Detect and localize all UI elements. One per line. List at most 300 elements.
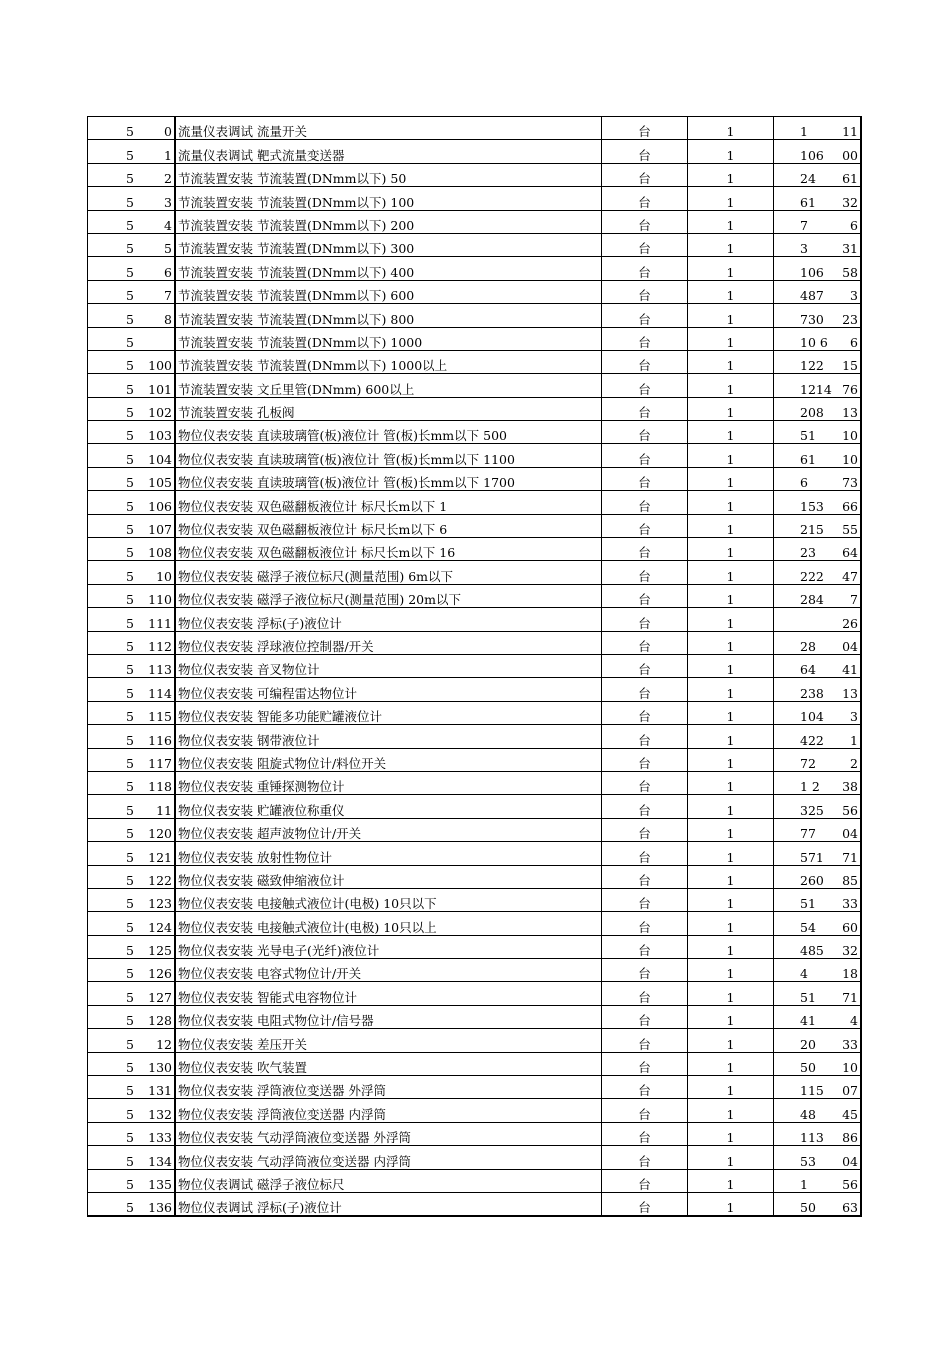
unit-cell: 台 <box>602 1076 688 1099</box>
price-integer: 53 <box>800 1153 816 1169</box>
item-code-prefix: 5 <box>126 311 134 327</box>
price-fraction: 10 <box>842 451 858 467</box>
item-code-cell <box>88 584 176 607</box>
unit-cell: 台 <box>602 140 688 163</box>
item-name-cell: 节流装置安装 节流装置(DNmm以下) 600 <box>175 280 602 303</box>
item-code-prefix: 5 <box>126 919 134 935</box>
price-fraction: 76 <box>842 381 858 397</box>
item-code-cell <box>88 421 176 444</box>
item-code-number: 6 <box>164 264 172 280</box>
item-code-prefix: 5 <box>126 217 134 233</box>
price-integer: 113 <box>800 1130 824 1146</box>
price-integer: 41 <box>800 1013 816 1029</box>
item-code-cell <box>88 888 176 911</box>
unit-cell: 台 <box>602 304 688 327</box>
quantity-cell: 1 <box>688 935 774 958</box>
unit-cell: 台 <box>602 491 688 514</box>
unit-cell: 台 <box>602 982 688 1005</box>
price-cell <box>774 584 862 607</box>
price-fraction: 41 <box>842 662 858 678</box>
item-name-cell: 物位仪表安装 贮罐液位称重仪 <box>175 795 602 818</box>
item-code-cell <box>88 467 176 490</box>
item-code-prefix: 5 <box>126 568 134 584</box>
item-name-cell: 物位仪表安装 电接触式液位计(电极) 10只以下 <box>175 888 602 911</box>
price-cell <box>774 654 862 677</box>
quantity-cell: 1 <box>688 491 774 514</box>
item-code-cell <box>88 210 176 233</box>
quantity-cell: 1 <box>688 210 774 233</box>
price-integer: 24 <box>800 171 816 187</box>
quantity-cell: 1 <box>688 771 774 794</box>
quantity-cell: 1 <box>688 865 774 888</box>
quantity-cell: 1 <box>688 912 774 935</box>
table-row <box>88 888 862 911</box>
price-cell <box>774 1169 862 1192</box>
price-fraction: 2 <box>850 755 858 771</box>
item-name-cell: 物位仪表安装 浮筒液位变送器 外浮筒 <box>175 1076 602 1099</box>
price-cell <box>774 397 862 420</box>
price-fraction: 11 <box>842 124 858 140</box>
quantity-cell: 1 <box>688 117 774 140</box>
item-code-prefix: 5 <box>126 732 134 748</box>
price-integer: 106 <box>800 264 824 280</box>
table-row <box>88 1146 862 1169</box>
unit-cell: 台 <box>602 1005 688 1028</box>
item-code-cell <box>88 538 176 561</box>
price-cell <box>774 1146 862 1169</box>
item-code-cell <box>88 163 176 186</box>
unit-cell: 台 <box>602 374 688 397</box>
item-code-prefix: 5 <box>126 662 134 678</box>
quantity-cell: 1 <box>688 257 774 280</box>
price-cell <box>774 187 862 210</box>
price-integer: 28 <box>800 638 816 654</box>
item-code-number: 135 <box>148 1176 172 1192</box>
table-row <box>88 1076 862 1099</box>
item-name-cell: 物位仪表安装 光导电子(光纤)液位计 <box>175 935 602 958</box>
item-name-cell: 物位仪表安装 电阻式物位计/信号器 <box>175 1005 602 1028</box>
item-code-cell <box>88 959 176 982</box>
price-integer: 50 <box>800 1200 816 1216</box>
item-code-number: 136 <box>148 1200 172 1216</box>
price-fraction: 32 <box>842 194 858 210</box>
item-code-number: 113 <box>148 662 172 678</box>
table-row <box>88 514 862 537</box>
item-code-number: 105 <box>148 475 172 491</box>
item-code-cell <box>88 842 176 865</box>
price-integer: 54 <box>800 919 816 935</box>
table-row <box>88 210 862 233</box>
price-fraction: 71 <box>842 989 858 1005</box>
price-integer: 215 <box>800 522 824 538</box>
price-cell <box>774 538 862 561</box>
price-integer: 64 <box>800 662 816 678</box>
quantity-cell: 1 <box>688 304 774 327</box>
item-code-number: 114 <box>148 685 172 701</box>
price-cell <box>774 888 862 911</box>
item-code-cell <box>88 280 176 303</box>
item-code-cell <box>88 233 176 256</box>
item-name-cell: 节流装置安装 节流装置(DNmm以下) 1000 <box>175 327 602 350</box>
item-name-cell: 物位仪表安装 双色磁翻板液位计 标尺长m以下 1 <box>175 491 602 514</box>
item-code-cell <box>88 771 176 794</box>
unit-cell: 台 <box>602 771 688 794</box>
item-name-cell: 物位仪表安装 电接触式液位计(电极) 10只以上 <box>175 912 602 935</box>
item-code-prefix: 5 <box>126 592 134 608</box>
price-integer: 1 <box>800 124 808 140</box>
price-cell <box>774 1122 862 1145</box>
item-code-prefix: 5 <box>126 194 134 210</box>
table-row <box>88 374 862 397</box>
price-integer: 3 <box>800 241 808 257</box>
item-code-prefix: 5 <box>126 545 134 561</box>
price-cell <box>774 233 862 256</box>
item-name-cell: 物位仪表安装 智能多功能贮罐液位计 <box>175 701 602 724</box>
item-code-prefix: 5 <box>126 896 134 912</box>
item-code-prefix: 5 <box>126 475 134 491</box>
price-integer: 208 <box>800 405 824 421</box>
item-code-prefix: 5 <box>126 802 134 818</box>
price-integer: 1 <box>800 1176 808 1192</box>
item-name-cell: 节流装置安装 节流装置(DNmm以下) 800 <box>175 304 602 327</box>
quantity-cell: 1 <box>688 233 774 256</box>
item-name-cell: 物位仪表安装 差压开关 <box>175 1029 602 1052</box>
item-code-cell <box>88 561 176 584</box>
price-integer: 122 <box>800 358 824 374</box>
item-code-prefix: 5 <box>126 264 134 280</box>
unit-cell: 台 <box>602 654 688 677</box>
price-integer: 153 <box>800 498 824 514</box>
price-cell <box>774 771 862 794</box>
item-code-number: 126 <box>148 966 172 982</box>
price-integer: 260 <box>800 872 824 888</box>
item-code-prefix: 5 <box>126 241 134 257</box>
unit-cell: 台 <box>602 795 688 818</box>
item-name-cell: 物位仪表安装 磁浮子液位标尺(测量范围) 20m以下 <box>175 584 602 607</box>
table-row <box>88 444 862 467</box>
quantity-cell: 1 <box>688 959 774 982</box>
item-code-number: 7 <box>164 288 172 304</box>
unit-cell: 台 <box>602 467 688 490</box>
item-code-number: 8 <box>164 311 172 327</box>
quantity-cell: 1 <box>688 748 774 771</box>
price-cell <box>774 818 862 841</box>
item-code-number: 131 <box>148 1083 172 1099</box>
quantity-cell: 1 <box>688 467 774 490</box>
item-code-prefix: 5 <box>126 498 134 514</box>
price-fraction: 32 <box>842 943 858 959</box>
price-fraction: 63 <box>842 1200 858 1216</box>
item-code-number: 123 <box>148 896 172 912</box>
quantity-cell: 1 <box>688 842 774 865</box>
quantity-cell: 1 <box>688 982 774 1005</box>
table-row <box>88 771 862 794</box>
item-code-cell <box>88 1005 176 1028</box>
price-integer: 61 <box>800 194 816 210</box>
table-row <box>88 1122 862 1145</box>
item-name-cell: 物位仪表安装 吹气装置 <box>175 1052 602 1075</box>
price-fraction: 26 <box>842 615 858 631</box>
item-code-number: 11 <box>156 802 172 818</box>
price-cell <box>774 140 862 163</box>
price-integer: 51 <box>800 896 816 912</box>
item-code-prefix: 5 <box>126 966 134 982</box>
item-code-prefix: 5 <box>126 638 134 654</box>
price-cell <box>774 257 862 280</box>
price-fraction: 45 <box>842 1106 858 1122</box>
price-table <box>87 116 862 1217</box>
unit-cell: 台 <box>602 327 688 350</box>
item-code-prefix: 5 <box>126 685 134 701</box>
table-row <box>88 467 862 490</box>
quantity-cell: 1 <box>688 1192 774 1216</box>
unit-cell: 台 <box>602 818 688 841</box>
price-table-body <box>88 117 862 1217</box>
quantity-cell: 1 <box>688 1169 774 1192</box>
item-code-number: 132 <box>148 1106 172 1122</box>
table-row <box>88 678 862 701</box>
unit-cell: 台 <box>602 163 688 186</box>
unit-cell: 台 <box>602 1146 688 1169</box>
price-cell <box>774 280 862 303</box>
item-code-number: 107 <box>148 522 172 538</box>
item-code-prefix: 5 <box>126 1106 134 1122</box>
table-row <box>88 491 862 514</box>
item-code-cell <box>88 444 176 467</box>
item-name-cell: 物位仪表安装 超声波物位计/开关 <box>175 818 602 841</box>
item-name-cell: 物位仪表调试 浮标(子)液位计 <box>175 1192 602 1216</box>
price-integer: 422 <box>800 732 824 748</box>
item-name-cell: 物位仪表安装 钢带液位计 <box>175 725 602 748</box>
unit-cell: 台 <box>602 421 688 444</box>
item-code-cell <box>88 1029 176 1052</box>
price-fraction: 38 <box>842 779 858 795</box>
item-code-cell <box>88 140 176 163</box>
table-row <box>88 304 862 327</box>
table-row <box>88 1029 862 1052</box>
price-fraction: 33 <box>842 896 858 912</box>
item-code-prefix: 5 <box>126 334 134 350</box>
unit-cell: 台 <box>602 748 688 771</box>
table-row <box>88 327 862 350</box>
table-row <box>88 608 862 631</box>
item-code-prefix: 5 <box>126 615 134 631</box>
price-integer: 222 <box>800 568 824 584</box>
price-cell <box>774 935 862 958</box>
item-code-prefix: 5 <box>126 1060 134 1076</box>
price-fraction: 3 <box>850 709 858 725</box>
price-fraction: 33 <box>842 1036 858 1052</box>
unit-cell: 台 <box>602 678 688 701</box>
price-cell <box>774 701 862 724</box>
item-code-prefix: 5 <box>126 872 134 888</box>
price-integer: 104 <box>800 709 824 725</box>
item-code-cell <box>88 818 176 841</box>
unit-cell: 台 <box>602 865 688 888</box>
table-row <box>88 117 862 140</box>
table-row <box>88 865 862 888</box>
item-name-cell: 物位仪表安装 双色磁翻板液位计 标尺长m以下 16 <box>175 538 602 561</box>
item-code-cell <box>88 1099 176 1122</box>
item-code-prefix: 5 <box>126 1176 134 1192</box>
quantity-cell: 1 <box>688 1029 774 1052</box>
price-cell <box>774 631 862 654</box>
price-integer: 571 <box>800 849 824 865</box>
item-code-number: 3 <box>164 194 172 210</box>
price-integer: 72 <box>800 755 816 771</box>
item-code-number: 2 <box>164 171 172 187</box>
price-cell <box>774 210 862 233</box>
item-code-number: 10 <box>156 568 172 584</box>
item-name-cell: 节流装置安装 节流装置(DNmm以下) 400 <box>175 257 602 280</box>
item-code-number: 128 <box>148 1013 172 1029</box>
table-row <box>88 795 862 818</box>
quantity-cell: 1 <box>688 421 774 444</box>
price-cell <box>774 374 862 397</box>
item-code-cell <box>88 397 176 420</box>
quantity-cell: 1 <box>688 561 774 584</box>
table-row <box>88 631 862 654</box>
price-cell <box>774 421 862 444</box>
item-code-prefix: 5 <box>126 428 134 444</box>
quantity-cell: 1 <box>688 1052 774 1075</box>
item-code-number: 108 <box>148 545 172 561</box>
item-code-prefix: 5 <box>126 1036 134 1052</box>
price-cell <box>774 865 862 888</box>
unit-cell: 台 <box>602 561 688 584</box>
item-code-prefix: 5 <box>126 381 134 397</box>
item-code-cell <box>88 514 176 537</box>
quantity-cell: 1 <box>688 1005 774 1028</box>
price-fraction: 47 <box>842 568 858 584</box>
item-code-prefix: 5 <box>126 849 134 865</box>
item-code-cell <box>88 935 176 958</box>
unit-cell: 台 <box>602 935 688 958</box>
price-cell <box>774 1029 862 1052</box>
price-integer: 730 <box>800 311 824 327</box>
unit-cell: 台 <box>602 257 688 280</box>
unit-cell: 台 <box>602 350 688 373</box>
item-code-prefix: 5 <box>126 709 134 725</box>
unit-cell: 台 <box>602 701 688 724</box>
unit-cell: 台 <box>602 538 688 561</box>
price-fraction: 56 <box>842 802 858 818</box>
item-code-number: 127 <box>148 989 172 1005</box>
item-code-number: 118 <box>148 779 172 795</box>
table-row <box>88 584 862 607</box>
unit-cell: 台 <box>602 444 688 467</box>
item-name-cell: 节流装置安装 孔板阀 <box>175 397 602 420</box>
price-integer: 485 <box>800 943 824 959</box>
item-name-cell: 节流装置安装 节流装置(DNmm以下) 50 <box>175 163 602 186</box>
item-code-number: 12 <box>156 1036 172 1052</box>
price-fraction: 6 <box>850 334 858 350</box>
unit-cell: 台 <box>602 725 688 748</box>
item-name-cell: 物位仪表安装 放射性物位计 <box>175 842 602 865</box>
price-cell <box>774 842 862 865</box>
item-code-cell <box>88 912 176 935</box>
item-name-cell: 物位仪表安装 气动浮筒液位变送器 内浮筒 <box>175 1146 602 1169</box>
price-fraction: 04 <box>842 826 858 842</box>
price-cell <box>774 491 862 514</box>
price-fraction: 31 <box>842 241 858 257</box>
price-fraction: 4 <box>850 1013 858 1029</box>
item-code-cell <box>88 304 176 327</box>
item-name-cell: 物位仪表安装 浮标(子)液位计 <box>175 608 602 631</box>
table-row <box>88 140 862 163</box>
table-row <box>88 912 862 935</box>
unit-cell: 台 <box>602 842 688 865</box>
item-code-number: 117 <box>148 755 172 771</box>
item-code-number: 101 <box>148 381 172 397</box>
price-fraction: 55 <box>842 522 858 538</box>
price-fraction: 13 <box>842 405 858 421</box>
item-code-prefix: 5 <box>126 147 134 163</box>
item-code-number: 120 <box>148 826 172 842</box>
unit-cell: 台 <box>602 187 688 210</box>
item-name-cell: 节流装置安装 节流装置(DNmm以下) 1000以上 <box>175 350 602 373</box>
price-integer: 106 <box>800 147 824 163</box>
table-row <box>88 163 862 186</box>
price-cell <box>774 561 862 584</box>
table-row <box>88 748 862 771</box>
price-fraction: 15 <box>842 358 858 374</box>
item-code-cell <box>88 795 176 818</box>
price-cell <box>774 304 862 327</box>
item-name-cell: 节流装置安装 节流装置(DNmm以下) 100 <box>175 187 602 210</box>
item-code-prefix: 5 <box>126 124 134 140</box>
price-cell <box>774 725 862 748</box>
item-code-number: 115 <box>148 709 172 725</box>
price-integer: 48 <box>800 1106 816 1122</box>
item-code-cell <box>88 608 176 631</box>
item-code-number: 124 <box>148 919 172 935</box>
price-integer: 7 <box>800 217 808 233</box>
unit-cell: 台 <box>602 959 688 982</box>
price-cell <box>774 1052 862 1075</box>
unit-cell: 台 <box>602 210 688 233</box>
item-code-cell <box>88 1146 176 1169</box>
item-name-cell: 物位仪表安装 直读玻璃管(板)液位计 管(板)长mm以下 500 <box>175 421 602 444</box>
table-row <box>88 1099 862 1122</box>
item-name-cell: 物位仪表调试 磁浮子液位标尺 <box>175 1169 602 1192</box>
quantity-cell: 1 <box>688 397 774 420</box>
table-row <box>88 397 862 420</box>
item-name-cell: 节流装置安装 文丘里管(DNmm) 600以上 <box>175 374 602 397</box>
item-code-cell <box>88 748 176 771</box>
item-code-number: 103 <box>148 428 172 444</box>
item-code-cell <box>88 117 176 140</box>
table-row <box>88 982 862 1005</box>
price-cell <box>774 959 862 982</box>
unit-cell: 台 <box>602 1169 688 1192</box>
item-code-cell <box>88 491 176 514</box>
item-code-cell <box>88 1122 176 1145</box>
item-code-number: 106 <box>148 498 172 514</box>
price-integer: 284 <box>800 592 824 608</box>
price-fraction: 71 <box>842 849 858 865</box>
item-code-cell <box>88 1076 176 1099</box>
item-code-prefix: 5 <box>126 1083 134 1099</box>
price-cell <box>774 444 862 467</box>
price-integer: 23 <box>800 545 816 561</box>
item-code-prefix: 5 <box>126 358 134 374</box>
price-fraction: 56 <box>842 1176 858 1192</box>
price-integer: 51 <box>800 428 816 444</box>
price-fraction: 18 <box>842 966 858 982</box>
quantity-cell: 1 <box>688 1076 774 1099</box>
price-cell <box>774 467 862 490</box>
